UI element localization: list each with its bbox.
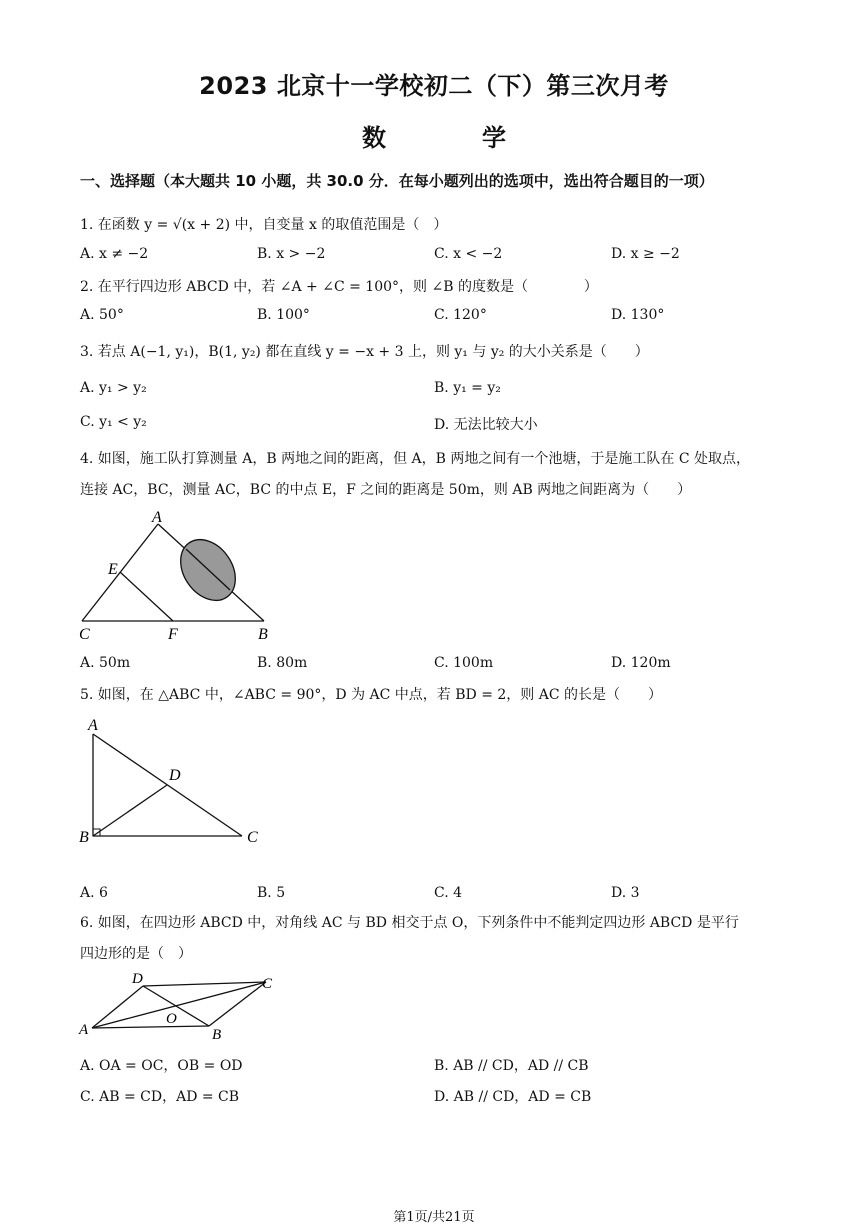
q6-label-c: C: [262, 976, 273, 992]
question-6-line-2: 四边形的是（ ）: [80, 946, 192, 962]
q2-option-b: B. 100°: [257, 307, 310, 323]
q4-label-a: A: [152, 509, 162, 526]
q6-option-d: D. AB // CD，AD = CB: [434, 1089, 592, 1105]
q3-option-c: C. y₁ < y₂: [80, 414, 147, 430]
q4-option-b: B. 80m: [257, 655, 308, 671]
question-6-line-1: 6. 如图，在四边形 ABCD 中，对角线 AC 与 BD 相交于点 O，下列条件中不能判定四边形 ABCD 是平行: [80, 915, 739, 931]
q6-option-c: C. AB = CD，AD = CB: [80, 1089, 240, 1105]
q4-label-c: C: [79, 626, 90, 643]
q5-option-c: C. 4: [434, 885, 463, 901]
q5-figure: [72, 710, 272, 855]
exam-title: 2023 北京十一学校初二（下）第三次月考: [199, 72, 669, 100]
q5-label-b: B: [79, 829, 89, 846]
q6-label-o: O: [166, 1011, 177, 1027]
q2-option-a: A. 50°: [80, 307, 124, 323]
q6-figure: [72, 968, 292, 1043]
question-3: 3. 若点 A(−1, y₁)，B(1, y₂) 都在直线 y = −x + 3 上，则 y₁ 与 y₂ 的大小关系是（ ）: [80, 344, 649, 360]
q4-option-c: C. 100m: [434, 655, 494, 671]
question-2: 2. 在平行四边形 ABCD 中，若 ∠A + ∠C = 100°，则 ∠B 的度数是（ ）: [80, 279, 598, 295]
q3-option-a: A. y₁ > y₂: [80, 380, 147, 396]
q2-option-c: C. 120°: [434, 307, 487, 323]
question-1: 1. 在函数 y = √(x + 2) 中，自变量 x 的取值范围是（ ）: [80, 217, 448, 233]
q1-option-a: A. x ≠ −2: [80, 246, 149, 262]
q6-option-b: B. AB // CD，AD // CB: [434, 1058, 589, 1074]
q1-option-c: C. x < −2: [434, 246, 503, 262]
q4-figure: [70, 502, 290, 647]
question-4-line-1: 4. 如图，施工队打算测量 A，B 两地之间的距离，但 A，B 两地之间有一个池塘，于是施工队在 C 处取点，: [80, 451, 751, 467]
q2-option-d: D. 130°: [611, 307, 665, 323]
q6-option-a: A. OA = OC，OB = OD: [80, 1058, 243, 1074]
question-4-line-2: 连接 AC，BC，测量 AC，BC 的中点 E，F 之间的距离是 50m，则 AB 两地之间距离为（ ）: [80, 482, 692, 498]
q5-label-a: A: [88, 717, 98, 734]
section-heading: 一、选择题（本大题共 10 小题，共 30.0 分．在每小题列出的选项中，选出符合题目的一项）: [80, 172, 714, 190]
page-footer: 第1页/共21页: [393, 1210, 475, 1225]
q5-option-b: B. 5: [257, 885, 286, 901]
q3-option-d: D. 无法比较大小: [434, 417, 538, 433]
q5-option-d: D. 3: [611, 885, 640, 901]
q6-label-a: A: [79, 1022, 89, 1038]
q1-option-b: B. x > −2: [257, 246, 326, 262]
q6-label-d: D: [132, 971, 143, 987]
q4-label-e: E: [108, 561, 118, 578]
q4-label-f: F: [168, 626, 178, 643]
q4-label-b: B: [258, 626, 268, 643]
q3-option-b: B. y₁ = y₂: [434, 380, 501, 396]
q5-option-a: A. 6: [80, 885, 108, 901]
q4-option-a: A. 50m: [80, 655, 131, 671]
q1-option-d: D. x ≥ −2: [611, 246, 680, 262]
question-5: 5. 如图，在 △ABC 中，∠ABC = 90°，D 为 AC 中点，若 BD = 2，则 AC 的长是（ ）: [80, 687, 663, 703]
q4-option-d: D. 120m: [611, 655, 671, 671]
q5-label-d: D: [169, 767, 181, 784]
subject-title: 数 学: [362, 124, 542, 152]
q5-label-c: C: [247, 829, 258, 846]
q6-label-b: B: [212, 1027, 222, 1043]
